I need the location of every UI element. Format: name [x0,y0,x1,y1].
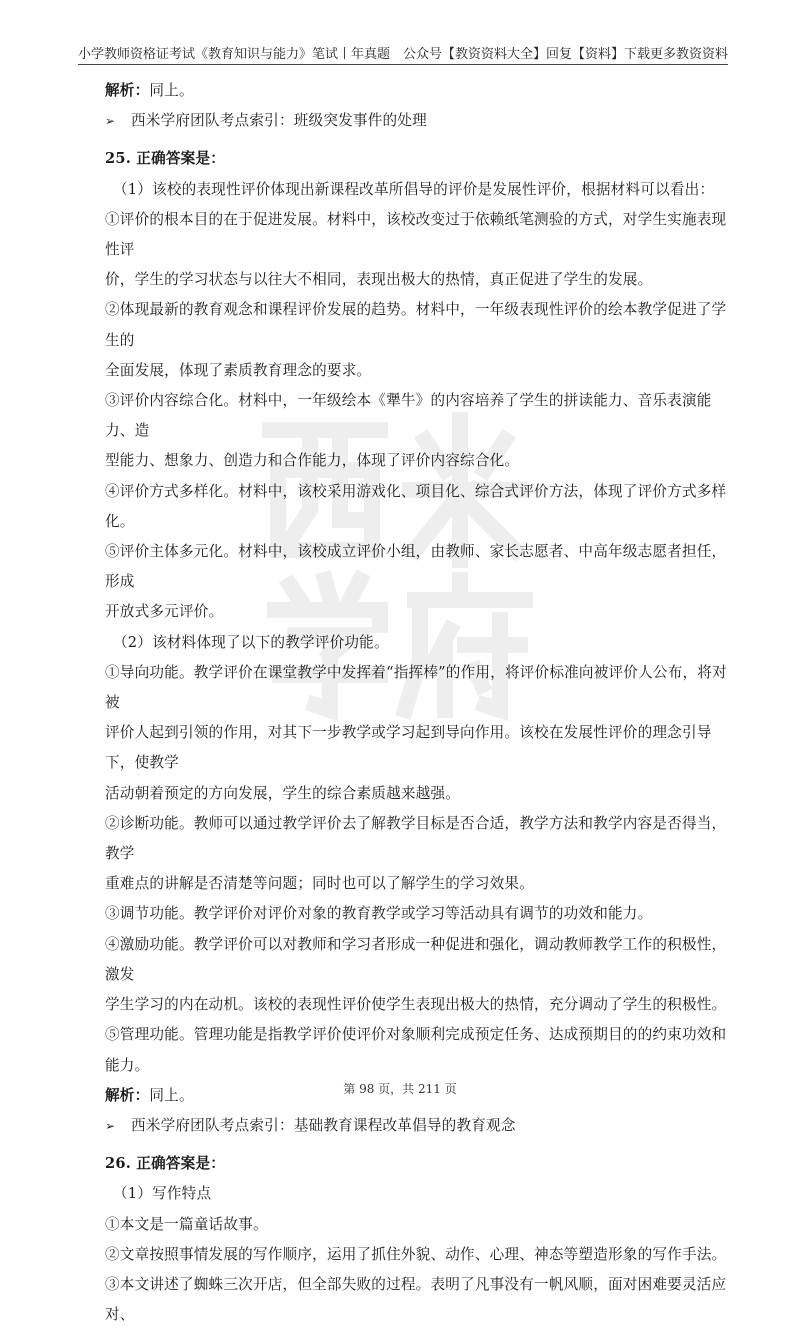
page-footer [0,1080,800,1097]
q25-line: 型能力、想象力、创造力和合作能力，体现了评价内容综合化。 [105,452,520,470]
index-line-2 [105,1111,728,1141]
q25-line: 评价人起到引领的作用，对其下一步教学或学习起到导向作用。该校在发展性评价的理念引导下，使教学 [105,724,712,772]
q25-line: （2）该材料体现了以下的教学评价功能。 [113,633,389,651]
q25-line: 活动朝着预定的方向发展，学生的综合素质越来越强。 [105,784,461,802]
q25-line: ②诊断功能。教师可以通过教学评价去了解教学目标是否合适，教学方法和教学内容是否得当，教学 [105,814,727,863]
arrow-bullet-icon: ➢ [105,114,116,129]
q25-line: ①评价的根本目的在于促进发展。材料中，该校改变过于依赖纸笔测验的方式，对学生实施表现性评 [105,210,727,259]
analysis-label-2: 解析： [105,1086,150,1104]
q26-line: （1）写作特点 [113,1185,212,1203]
analysis-line-1 [105,76,728,106]
q25-line: 价，学生的学习状态与以往大不相同，表现出极大的热情，真正促进了学生的发展。 [105,271,653,289]
q25-line: 重难点的讲解是否清楚等问题；同时也可以了解学生的学习效果。 [105,875,535,893]
q25-line: 全面发展，体现了素质教育理念的要求。 [105,361,372,379]
answer-content [105,76,728,1330]
q26-answer [105,1179,728,1330]
analysis-label-1: 解析： [105,82,150,99]
index-text-2: 西米学府团队考点索引：基础教育课程改革倡导的教育观念 [131,1116,516,1134]
header-right-promo: 公众号【教资资料大全】回复【资料】下载更多教资资料 [402,47,728,62]
q25-answer [105,175,728,1081]
analysis-text-2: 同上。 [149,1086,194,1104]
q25-line: ②体现最新的教育观念和课程评价发展的趋势。材料中，一年级表现性评价的绘本教学促进了学生的 [105,301,727,349]
q25-line: 学生学习的内在动机。该校的表现性评价使学生表现出极大的热情，充分调动了学生的积极性。 [105,996,727,1014]
q25-line: ⑤评价主体多元化。材料中，该校成立评价小组，由教师、家长志愿者、中高年级志愿者担任，形成 [105,543,727,591]
arrow-bullet-icon: ➢ [105,1118,116,1133]
q25-line: ④评价方式多样化。材料中，该校采用游戏化、项目化、综合式评价方法，体现了评价方式多样化。 [105,482,727,530]
q26-title: 26. 正确答案是： [105,1155,226,1173]
q25-line: ③调节功能。教学评价对评价对象的教育教学或学习等活动具有调节的功效和能力。 [105,905,653,923]
q25-line: ④激励功能。教学评价可以对教师和学习者形成一种促进和强化，调动教师教学工作的积极性，激发 [105,935,727,983]
q26-line: ②文章按照事情发展的写作顺序，运用了抓住外貌、动作、心理、神态等塑造形象的写作手法。 [105,1245,727,1263]
header-left-title: 小学教师资格证考试《教育知识与能力》笔试丨年真题 [78,47,391,62]
analysis-text-1: 同上。 [149,82,194,99]
index-text-1: 西米学府团队考点索引：班级突发事件的处理 [131,112,427,130]
q25-line: ①导向功能。教学评价在课堂教学中发挥着“指挥棒”的作用，将评价标准向被评价人公布，将对被 [105,663,727,712]
page-header [78,38,728,65]
q25-line: ⑤管理功能。管理功能是指教学评价使评价对象顺利完成预定任务、达成预期目的的约束功效和能力。 [105,1026,727,1074]
q26-line: ①本文是一篇童话故事。 [105,1215,268,1233]
q25-title: 25. 正确答案是： [105,150,226,168]
q25-line: 开放式多元评价。 [105,603,224,621]
page-number: 第 98 页，共 211 页 [343,1082,457,1096]
q26-line: ③本文讲述了蜘蛛三次开店，但全部失败的过程。表明了凡事没有一帆风顺，面对困难要灵活应对、 [105,1275,727,1324]
q25-line: ③评价内容综合化。材料中，一年级绘本《犟牛》的内容培养了学生的拼读能力、音乐表演能力、造 [105,392,712,440]
q25-line: （1）该校的表现性评价体现出新课程改革所倡导的评价是发展性评价，根据材料可以看出： [113,180,715,198]
index-line-1 [105,106,728,136]
